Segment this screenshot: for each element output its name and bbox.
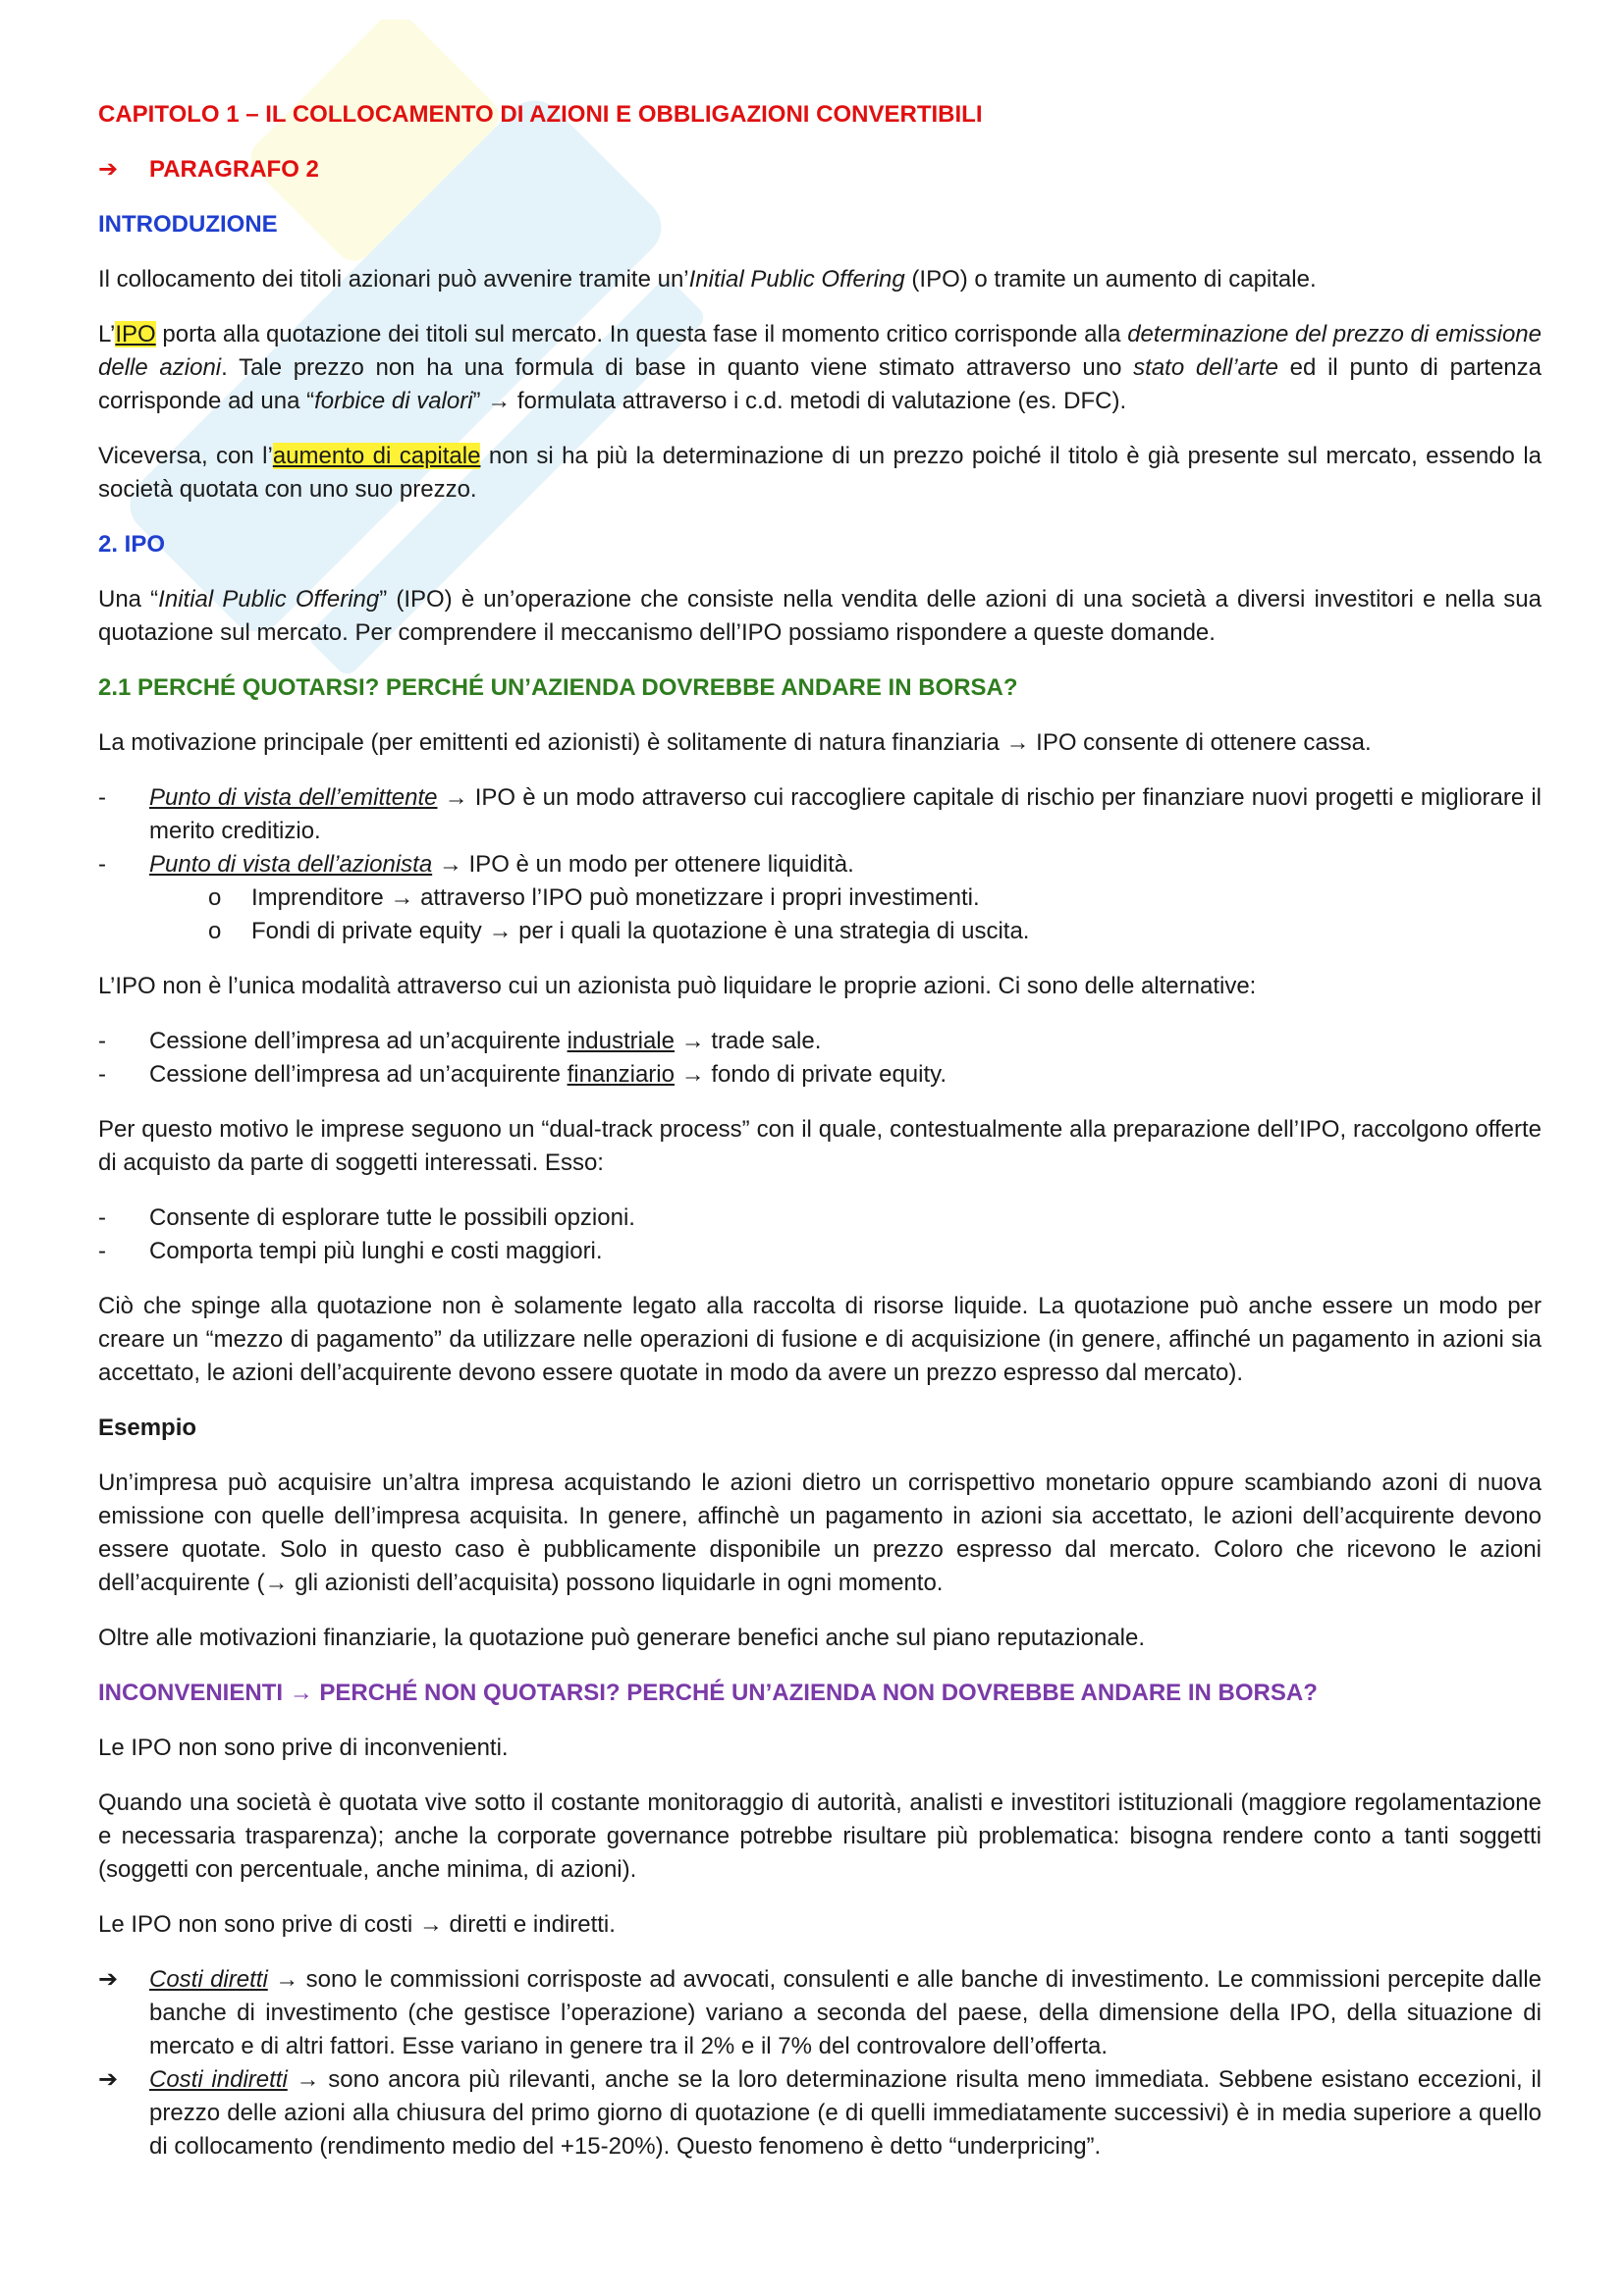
why-paragraph-6: Oltre alle motivazioni finanziarie, la quotazione può generare benefici anche sul piano reputazionale. <box>98 1625 1146 1651</box>
document-page <box>98 98 1542 2185</box>
arrow-right-icon: ➔ <box>98 156 119 183</box>
why-paragraph-2: L’IPO non è l’unica modalità attraverso cui un azionista può liquidare le proprie azioni. Ci sono delle alternative: <box>98 973 1257 999</box>
arrow-right-icon: → <box>438 851 462 878</box>
dash-bullet: - <box>98 784 106 811</box>
list-item: - Consente di esplorare tutte le possibili opzioni. <box>98 1201 1542 1235</box>
intro-heading: INTRODUZIONE <box>98 211 278 238</box>
why-heading: 2.1 PERCHÉ QUOTARSI? PERCHÉ UN’AZIENDA DOVREBBE ANDARE IN BORSA? <box>98 674 1018 701</box>
dash-bullet: - <box>98 1028 106 1054</box>
list-item: ➔ Costi diretti → sono le commissioni corrisposte ad avvocati, consulenti e alle banche di investimento. Le commissioni percepite dalle banche di investimento (che gestisce l’operazione) variano a seconda del paese, della dimensione della IPO, della situazione di mercato e di altri fattori. Esse variano in genere tra il 2% e il 7% del controvalore dell’offerta. <box>98 1963 1542 2063</box>
intro-paragraph-3: Viceversa, con l’aumento di capitale non si ha più la determinazione di un prezzo poiché il titolo è già presente sul mercato, essendo la società quotata con uno suo prezzo. <box>98 443 1542 503</box>
cons-paragraph-2: Quando una società è quotata vive sotto il costante monitoraggio di autorità, analisti e investitori istituzionali (maggiore regolamentazione e necessaria trasparenza); anche la corporate governance potrebbe risultare più problematica: bisogna rendere conto a tanti soggetti (soggetti con percentuale, anche minima, di azioni). <box>98 1789 1542 1883</box>
list-item: - Cessione dell’impresa ad un’acquirente industriale → trade sale. <box>98 1025 1542 1058</box>
dual-track-list <box>98 1201 1542 1268</box>
arrow-right-icon: ➔ <box>98 1966 119 1993</box>
paragraph-heading <box>98 153 1542 187</box>
arrow-right-icon: → <box>264 1570 289 1596</box>
arrow-right-icon: → <box>487 388 512 414</box>
why-paragraph-1: La motivazione principale (per emittenti ed azionisti) è solitamente di natura finanziaria → IPO consente di ottenere cassa. <box>98 729 1372 756</box>
dash-bullet: - <box>98 851 106 878</box>
list-item: - Punto di vista dell’azionista → IPO è un modo per ottenere liquidità. o Imprenditore → attraverso l’IPO può monetizzare i propri investimenti. o Fondi di private equity → per i quali la quotazione è una strategia di uscita. <box>98 848 1542 948</box>
arrow-right-icon: → <box>680 1061 705 1088</box>
list-item: - Comporta tempi più lunghi e costi maggiori. <box>98 1235 1542 1268</box>
arrow-right-icon: → <box>488 918 513 944</box>
cons-heading: INCONVENIENTI → PERCHÉ NON QUOTARSI? PERCHÉ UN’AZIENDA NON DOVREBBE ANDARE IN BORSA? <box>98 1680 1318 1706</box>
list-item: - Cessione dell’impresa ad un’acquirente finanziario → fondo di private equity. <box>98 1058 1542 1092</box>
arrow-right-icon: → <box>418 1911 443 1938</box>
example-heading: Esempio <box>98 1415 197 1441</box>
arrow-right-icon: → <box>289 1680 313 1706</box>
highlight-aumento: aumento di capitale <box>272 443 481 469</box>
cons-paragraph-3: Le IPO non sono prive di costi → diretti e indiretti. <box>98 1911 616 1938</box>
arrow-right-icon: → <box>680 1028 705 1054</box>
intro-paragraph-1: Il collocamento dei titoli azionari può avvenire tramite un’Initial Public Offering (IPO) o tramite un aumento di capitale. <box>98 266 1317 293</box>
sub-list <box>149 881 1542 948</box>
circle-bullet: o <box>208 918 222 944</box>
chapter-title: CAPITOLO 1 – IL COLLOCAMENTO DI AZIONI E OBBLIGAZIONI CONVERTIBILI <box>98 101 983 128</box>
arrow-right-icon: → <box>275 1966 299 1993</box>
why-paragraph-3: Per questo motivo le imprese seguono un “dual-track process” con il quale, contestualmente alla preparazione dell’IPO, raccolgono offerte di acquisto da parte di soggetti interessati. Esso: <box>98 1116 1542 1176</box>
list-item: - Punto di vista dell’emittente → IPO è un modo attraverso cui raccogliere capitale di rischio per finanziare nuovi progetti e migliorare il merito creditizio. <box>98 781 1542 848</box>
dash-bullet: - <box>98 1061 106 1088</box>
sub-list-item: o Fondi di private equity → per i quali la quotazione è una strategia di uscita. <box>200 915 1542 948</box>
ipo-paragraph-1: Una “Initial Public Offering” (IPO) è un’operazione che consiste nella vendita delle azioni di una società a diversi investitori e nella sua quotazione sul mercato. Per comprendere il meccanismo dell’IPO possiamo rispondere a queste domande. <box>98 586 1543 646</box>
dash-bullet: - <box>98 1238 106 1264</box>
arrow-right-icon: → <box>296 2066 320 2093</box>
cons-paragraph-1: Le IPO non sono prive di inconvenienti. <box>98 1735 509 1761</box>
arrow-right-icon: ➔ <box>98 2066 119 2093</box>
alternatives-list <box>98 1025 1542 1092</box>
arrow-right-icon: → <box>444 784 468 811</box>
sub-list-item: o Imprenditore → attraverso l’IPO può monetizzare i propri investimenti. <box>200 881 1542 915</box>
highlight-ipo: IPO <box>115 321 156 347</box>
viewpoint-list <box>98 781 1542 948</box>
arrow-right-icon: → <box>1005 729 1030 756</box>
intro-paragraph-2: L’IPO porta alla quotazione dei titoli sul mercato. In questa fase il momento critico corrisponde alla determinazione del prezzo di emissione delle azioni. Tale prezzo non ha una formula di base in quanto viene stimato attraverso uno stato dell’arte ed il punto di partenza corrisponde ad una “forbice di valori” → formulata attraverso i c.d. metodi di valutazione (es. DFC). <box>98 321 1543 414</box>
circle-bullet: o <box>208 884 222 911</box>
why-paragraph-4: Ciò che spinge alla quotazione non è solamente legato alla raccolta di risorse liquide. La quotazione può anche essere un modo per creare un “mezzo di pagamento” da utilizzare nelle operazioni di fusione e di acquisizione (in genere, affinché un pagamento in azioni sia accettato, le azioni dell’acquirente devono essere quotate in modo da avere un prezzo espresso dal mercato). <box>98 1293 1542 1386</box>
ipo-heading: 2. IPO <box>98 531 166 558</box>
dash-bullet: - <box>98 1204 106 1231</box>
paragraph-heading-text: PARAGRAFO 2 <box>149 156 319 183</box>
costs-list <box>98 1963 1542 2163</box>
list-item: ➔ Costi indiretti → sono ancora più rilevanti, anche se la loro determinazione risulta meno immediata. Sebbene esistano eccezioni, il prezzo delle azioni alla chiusura del primo giorno di quotazione (e di quelli immediatamente successivi) è in media superiore a quello di collocamento (rendimento medio del +15-20%). Questo fenomeno è detto “underpricing”. <box>98 2063 1542 2163</box>
example-paragraph: Un’impresa può acquisire un’altra impresa acquistando le azioni dietro un corrispettivo monetario oppure scambiando azoni di nuova emissione con quelle dell’impresa acquisita. In genere, affinchè un pagamento in azioni sia accettato, le azioni dell’acquirente devono essere quotate. Solo in questo caso è pubblicamente disponibile un prezzo espresso dal mercato. Coloro che ricevono le azioni dell’acquirente (→ gli azionisti dell’acquisita) possono liquidarle in ogni momento. <box>98 1469 1542 1596</box>
arrow-right-icon: → <box>390 884 414 911</box>
